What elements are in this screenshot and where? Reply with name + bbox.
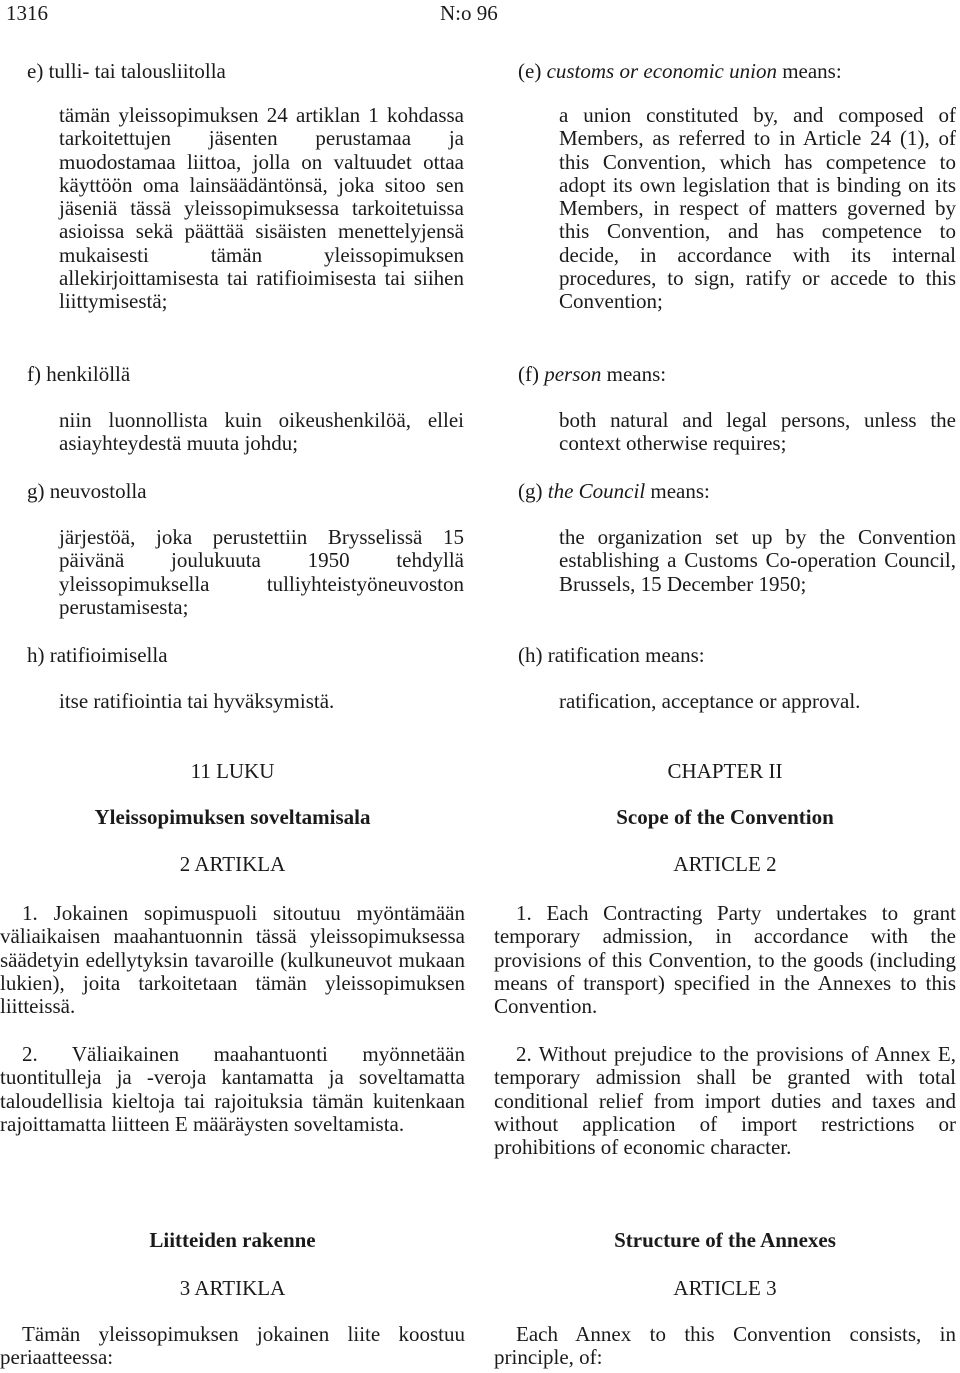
term-g-prefix: (g): [518, 479, 543, 503]
term-g-fi: g) neuvostolla: [27, 479, 147, 503]
term-e-word: customs or economic union: [546, 59, 777, 83]
chapter-title-en: Scope of the Convention: [616, 805, 834, 829]
article3-heading-en: ARTICLE 3: [673, 1276, 777, 1300]
term-h-suffix: means:: [645, 643, 705, 667]
term-h-fi: h) ratifioimisella: [27, 643, 168, 667]
definition-g-en: the organization set up by the Convention establishing a Customs Co-operation Council, Brussels, 15 December 1950;: [559, 525, 956, 596]
term-f-prefix: (f): [518, 362, 539, 386]
definition-e-en: a union constituted by, and composed of Members, as referred to in Article 24 (1), of this Convention, which has competence to adopt its own legislation that is binding on its Members, in respect of matters governed by this Convention, and has competence to decide, in accordance with its internal procedures, to sign, ratify or accede to this Convention;: [559, 103, 956, 314]
term-f-suffix: means:: [606, 362, 667, 386]
definition-f-fi: niin luonnollista kuin oikeushenkilöä, ellei asiayhteydestä muuta johdu;: [59, 408, 464, 456]
article2-paragraph2-en: 2. Without prejudice to the provisions of Annex E, temporary admission shall be granted with total conditional relief from import duties and taxes and without application of import restrictions or prohibitions of economic character.: [494, 1042, 956, 1160]
article3-heading-fi: 3 ARTIKLA: [179, 1276, 286, 1300]
article2-paragraph1-fi: 1. Jokainen sopimuspuoli sitoutuu myöntämään väliaikaisen maahantuonnin tässä yleissopimuksessa säädetyin edellytyksin tavaroille (kulkuneuvot mukaan lukien), joita tarkoitetaan tämän yleissopimuksen liitteissä.: [0, 901, 465, 1019]
term-f-word: person: [544, 362, 602, 386]
page-number: 1316: [6, 1, 48, 25]
chapter-title-fi: Yleissopimuksen soveltamisala: [94, 805, 371, 829]
term-e-suffix: means:: [782, 59, 842, 83]
definition-h-en: ratification, acceptance or approval.: [559, 689, 861, 713]
term-g-suffix: means:: [650, 479, 710, 503]
annex-title-en: Structure of the Annexes: [614, 1228, 836, 1252]
article2-paragraph1-en: 1. Each Contracting Party undertakes to grant temporary admission, in accordance with the provisions of this Convention, to the goods (including means of transport) specified in the Annexes to this Convention.: [494, 901, 956, 1019]
definition-e-fi: tämän yleissopimuksen 24 artiklan 1 kohdassa tarkoitettujen jäsenten perustamaa ja muodostamaa liittoa, jolla on valtuudet ottaa käyttöön oma lainsäädäntönsä, joka sitoo sen jäseniä tässä yleissopimuksessa tarkoitetuissa asioissa sekä päättää sisäisten menettelyjensä mukaisesti tämän yleissopimuksen allekirjoittamisesta tai ratifioimisesta tai siihen liittymisestä;: [59, 103, 464, 314]
term-h-word: ratification: [547, 643, 640, 667]
article2-heading-fi: 2 ARTIKLA: [179, 852, 286, 876]
term-e-prefix: (e): [518, 59, 542, 83]
chapter-heading-en: CHAPTER II: [667, 759, 783, 783]
issue-number: N:o 96: [440, 1, 498, 25]
term-f-fi: f) henkilöllä: [27, 362, 131, 386]
term-e-en: [518, 60, 842, 83]
definition-h-fi: itse ratifiointia tai hyväksymistä.: [59, 689, 335, 713]
article3-paragraph1-en: Each Annex to this Convention consists, in principle, of:: [494, 1322, 956, 1370]
term-g-en: [518, 480, 710, 503]
chapter-heading-fi: 11 LUKU: [190, 759, 275, 783]
annex-title-fi: Liitteiden rakenne: [149, 1228, 316, 1252]
article3-paragraph1-fi: Tämän yleissopimuksen jokainen liite koostuu periaatteessa:: [0, 1322, 465, 1370]
definition-g-fi: järjestöä, joka perustettiin Brysselissä 15 päivänä joulukuuta 1950 tehdyllä yleissopimuksella tulliyhteistyöneuvoston perustamisesta;: [59, 525, 464, 619]
term-h-prefix: (h): [518, 643, 543, 667]
term-h-en: [518, 644, 705, 667]
term-e-fi: e) tulli- tai talousliitolla: [27, 59, 226, 83]
term-g-word: the Council: [547, 479, 646, 503]
definition-f-en: both natural and legal persons, unless the context otherwise requires;: [559, 408, 956, 456]
term-f-en: [518, 363, 666, 386]
article2-heading-en: ARTICLE 2: [673, 852, 777, 876]
article2-paragraph2-fi: 2. Väliaikainen maahantuonti myönnetään tuontitulleja ja -veroja kantamatta ja soveltamatta taloudellisia kieltoja tai rajoituksia tämän kuitenkaan rajoittamatta liitteen E määräysten soveltamista.: [0, 1042, 465, 1136]
